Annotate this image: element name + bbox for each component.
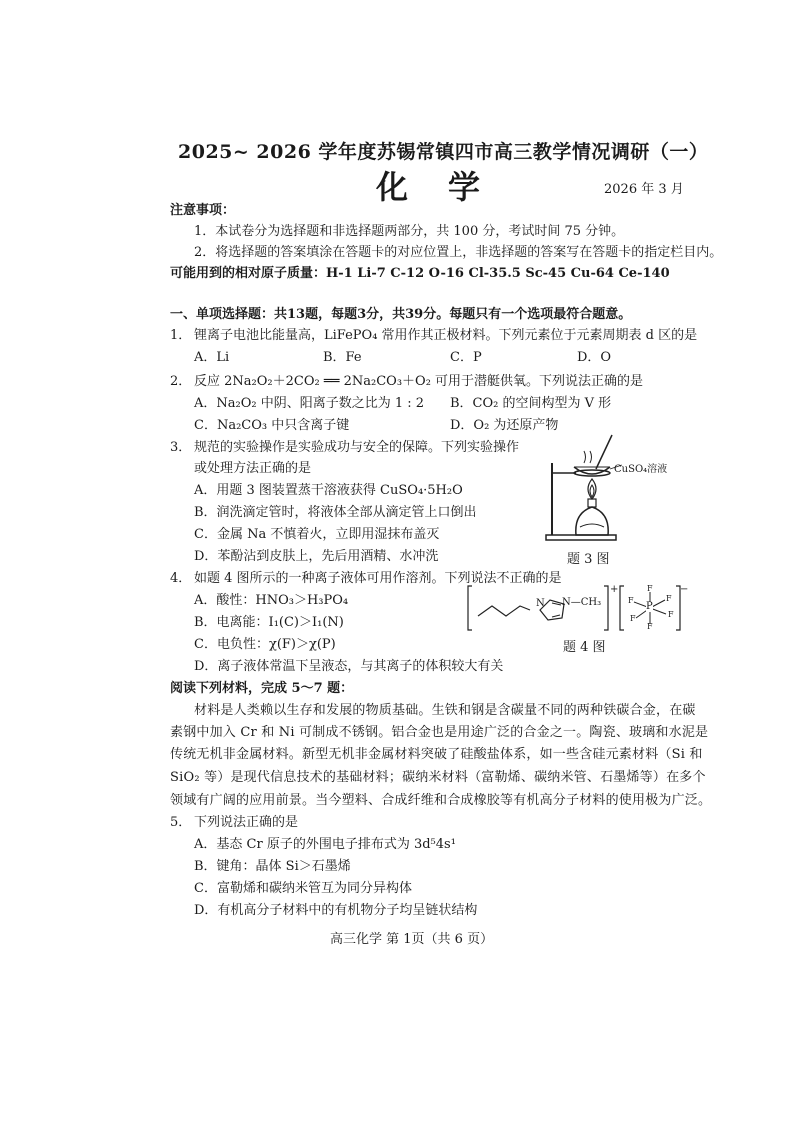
q4-option-a: A．酸性：HNO₃＞H₃PO₄ bbox=[194, 593, 349, 608]
reading-heading: 阅读下列材料，完成 5～7 题： bbox=[170, 681, 354, 696]
figure-3-label: CuSO₄溶液 bbox=[614, 464, 668, 475]
q2-option-b: B．CO₂ 的空间构型为 V 形 bbox=[450, 396, 612, 411]
notice-heading: 注意事项： bbox=[170, 203, 236, 218]
q4-option-c: C．电负性：χ(F)＞χ(P) bbox=[194, 637, 336, 652]
figure-4-ionic-liquid bbox=[466, 582, 689, 634]
page-footer: 高三化学 第 1页（共 6 页） bbox=[330, 932, 494, 947]
q1-option-a: A．Li bbox=[194, 350, 230, 365]
reading-line-3: 传统无机非金属材料。新型无机非金属材料突破了硅酸盐体系，如一些含硅元素材料（Si 和 bbox=[170, 747, 703, 762]
q1-option-c: C．P bbox=[450, 350, 482, 365]
figure-3-caption: 题 3 图 bbox=[567, 552, 610, 567]
exam-title: 2025~ 2026 学年度苏锡常镇四市高三教学情况调研（一） bbox=[178, 141, 709, 163]
q4-option-b: B．电离能：I₁(C)＞I₁(N) bbox=[194, 615, 344, 630]
subject-title: 化学 bbox=[376, 168, 521, 206]
q2-option-a: A．Na₂O₂ 中阴、阳离子数之比为 1 : 2 bbox=[194, 396, 425, 411]
q5-option-d: D．有机高分子材料中的有机物分子均呈链状结构 bbox=[194, 903, 478, 918]
q5-option-a: A．基态 Cr 原子的外围电子排布式为 3d⁵4s¹ bbox=[194, 837, 456, 852]
notice-item-1: 1．本试卷分为选择题和非选择题两部分，共 100 分，考试时间 75 分钟。 bbox=[194, 224, 625, 239]
q4-stem: 如题 4 图所示的一种离子液体可用作溶剂。下列说法不正确的是 bbox=[194, 571, 562, 586]
figure-4-f-bottom: F bbox=[647, 622, 653, 631]
figure-4-f-left-top: F bbox=[628, 596, 634, 605]
q3-option-a: A．用题 3 图装置蒸干溶液获得 CuSO₄·5H₂O bbox=[194, 483, 463, 498]
figure-4-n-atom: N bbox=[536, 598, 545, 609]
q3-option-d: D．苯酚沾到皮肤上，先后用酒精、水冲洗 bbox=[194, 549, 439, 564]
q5-stem: 下列说法正确的是 bbox=[194, 815, 299, 830]
figure-4-f-right-top: F bbox=[666, 594, 672, 603]
figure-4-f-top: F bbox=[647, 584, 653, 593]
q1-number: 1． bbox=[170, 328, 192, 343]
exam-date: 2026 年 3 月 bbox=[604, 182, 684, 197]
q2-stem: 反应 2Na₂O₂＋2CO₂ ══ 2Na₂CO₃＋O₂ 可用于潜艇供氧。下列说法正确的是 bbox=[194, 374, 644, 389]
q3-option-c: C．金属 Na 不慎着火，立即用湿抹布盖灭 bbox=[194, 527, 440, 542]
q3-stem-line2: 或处理方法正确的是 bbox=[194, 461, 312, 476]
figure-4-n-methyl: N—CH₃ bbox=[562, 597, 602, 608]
q5-option-c: C．富勒烯和碳纳米管互为同分异构体 bbox=[194, 881, 412, 896]
reading-line-5: 领域有广阔的应用前景。当今塑料、合成纤维和合成橡胶等有机高分子材料的使用极为广泛。 bbox=[170, 793, 712, 808]
reading-line-1: 材料是人类赖以生存和发展的物质基础。生铁和钢是含碳量不同的两种铁碳合金，在碳 bbox=[194, 703, 696, 718]
figure-4-p-atom: P bbox=[646, 601, 653, 612]
q4-number: 4． bbox=[170, 571, 192, 586]
q2-option-d: D．O₂ 为还原产物 bbox=[450, 418, 559, 433]
svg-text:+: + bbox=[610, 584, 619, 595]
q1-stem: 锂离子电池比能量高，LiFePO₄ 常用作其正极材料。下列元素位于元素周期表 d 区的是 bbox=[194, 328, 698, 343]
q3-number: 3． bbox=[170, 440, 192, 455]
notice-item-2: 2．将选择题的答案填涂在答题卡的对应位置上，非选择题的答案写在答题卡的指定栏目内。 bbox=[194, 245, 723, 260]
reading-line-4: SiO₂ 等）是现代信息技术的基础材料；碳纳米材料（富勒烯、碳纳米管、石墨烯等）在多个 bbox=[170, 770, 706, 785]
q2-number: 2． bbox=[170, 374, 192, 389]
q3-option-b: B．润洗滴定管时，将液体全部从滴定管上口倒出 bbox=[194, 505, 477, 520]
reading-line-2: 素钢中加入 Cr 和 Ni 可制成不锈钢。铝合金也是用途广泛的合金之一。陶瓷、玻璃和水泥是 bbox=[170, 725, 709, 740]
figure-4-f-left-bottom: F bbox=[630, 614, 636, 623]
q3-stem-line1: 规范的实验操作是实验成功与安全的保障。下列实验操作 bbox=[194, 440, 520, 455]
q1-option-d: D．O bbox=[577, 350, 612, 365]
figure-4-f-right-bottom: F bbox=[668, 610, 674, 619]
q2-option-c: C．Na₂CO₃ 中只含离子键 bbox=[194, 418, 350, 433]
svg-text:−: − bbox=[680, 584, 689, 595]
q5-option-b: B．键角：晶体 Si＞石墨烯 bbox=[194, 859, 351, 874]
q1-option-b: B．Fe bbox=[323, 350, 362, 365]
q5-number: 5． bbox=[170, 815, 192, 830]
figure-3-evaporation-apparatus bbox=[540, 433, 670, 545]
section-heading: 一、单项选择题：共13题，每题3分，共39分。每题只有一个选项最符合题意。 bbox=[170, 307, 632, 322]
q4-option-d: D．离子液体常温下呈液态，与其离子的体积较大有关 bbox=[194, 659, 504, 674]
figure-4-caption: 题 4 图 bbox=[563, 640, 606, 655]
atomic-masses: 可能用到的相对原子质量：H-1 Li-7 C-12 O-16 Cl-35.5 Sc-45 Cu-64 Ce-140 bbox=[170, 266, 670, 281]
